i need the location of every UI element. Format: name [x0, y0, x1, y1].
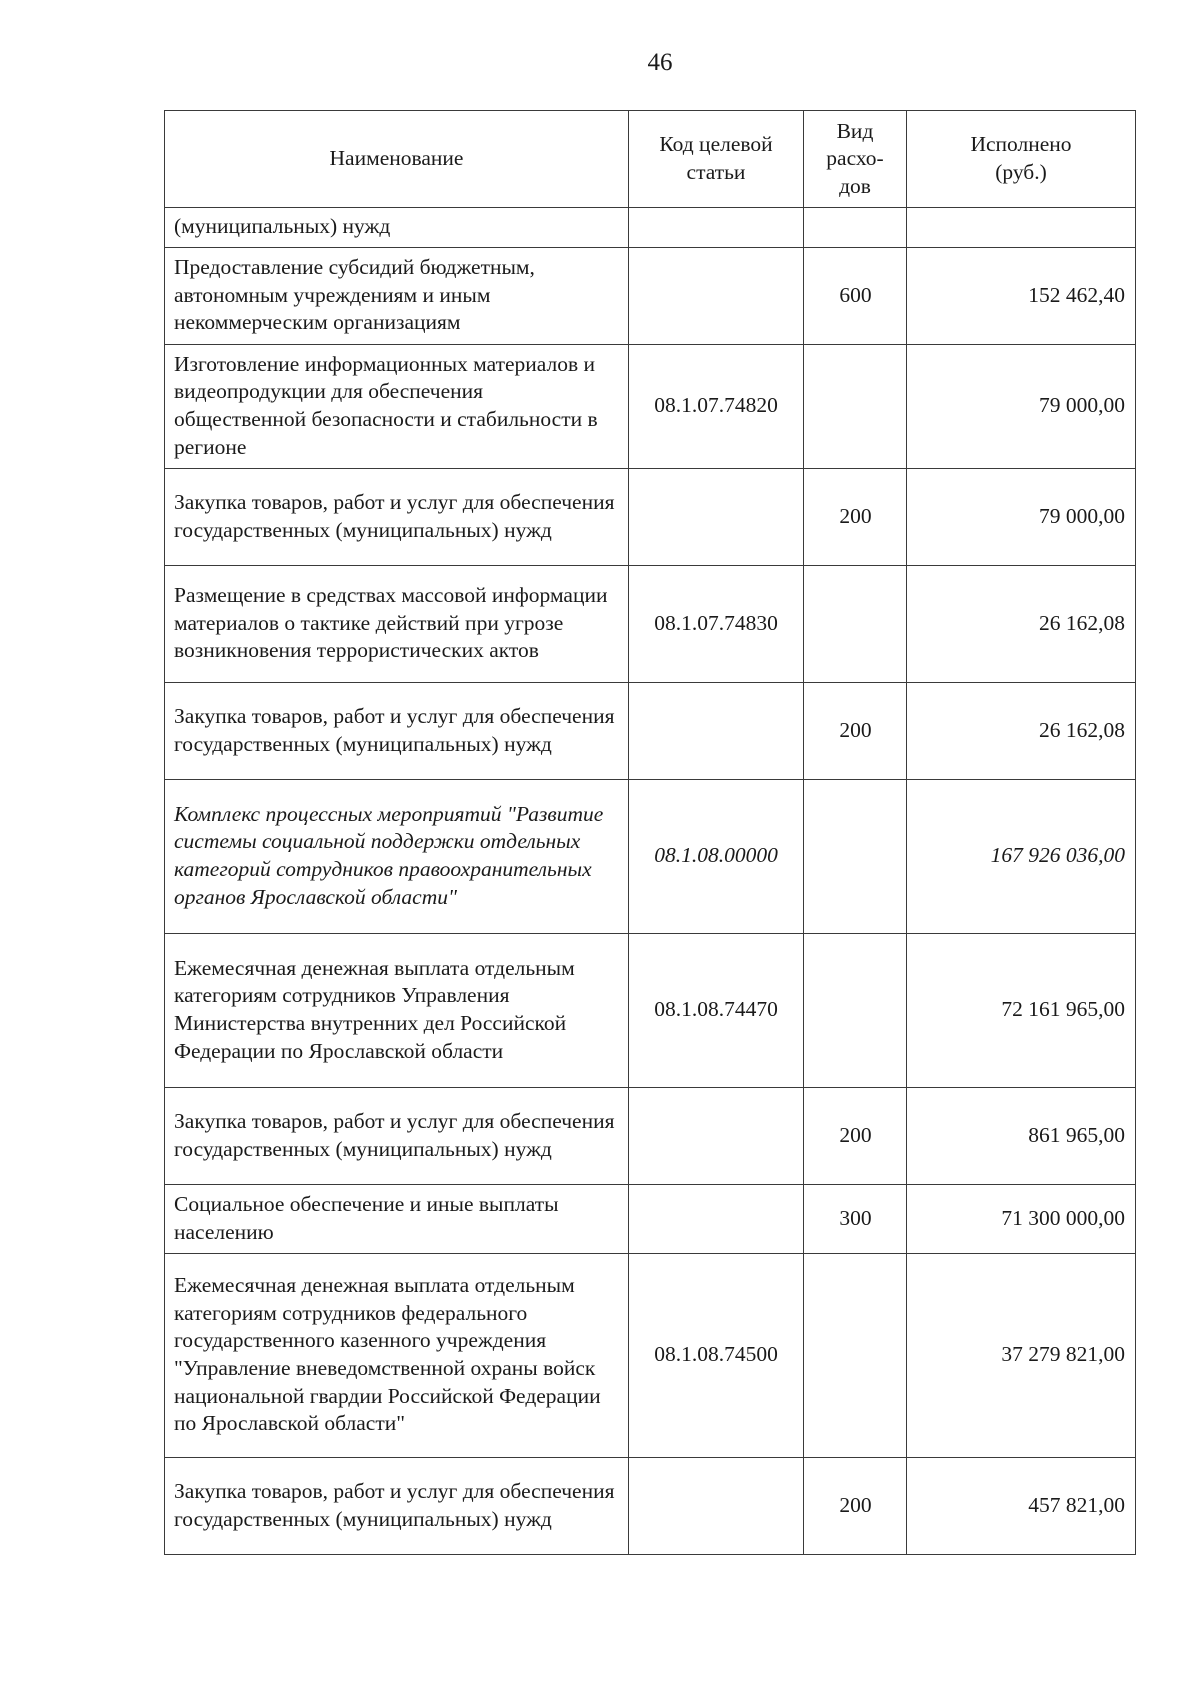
row-name: Социальное обеспечение и иные выплаты населению	[165, 1185, 629, 1254]
row-type	[804, 208, 907, 248]
row-type: 600	[804, 248, 907, 345]
row-amount: 37 279 821,00	[907, 1254, 1136, 1458]
row-name: Ежемесячная денежная выплата отдельным категориям сотрудников федерального государственного казенного учреждения "Управление вневедомственной охраны войск национальной гвардии Российской Федерации по Ярославской области"	[165, 1254, 629, 1458]
header-type: Вид расхо-дов	[804, 111, 907, 208]
row-amount: 26 162,08	[907, 566, 1136, 683]
row-code: 08.1.08.00000	[629, 780, 804, 934]
row-code	[629, 469, 804, 566]
table-row	[165, 566, 1136, 683]
row-type	[804, 780, 907, 934]
row-amount: 79 000,00	[907, 345, 1136, 469]
row-code: 08.1.08.74500	[629, 1254, 804, 1458]
table-body	[165, 208, 1136, 1555]
row-code	[629, 1185, 804, 1254]
row-amount	[907, 208, 1136, 248]
row-code: 08.1.07.74820	[629, 345, 804, 469]
table-row	[165, 934, 1136, 1088]
expenditure-table	[164, 110, 1136, 1555]
row-code	[629, 208, 804, 248]
table-row	[165, 1088, 1136, 1185]
row-name: Комплекс процессных мероприятий "Развитие системы социальной поддержки отдельных категорий сотрудников правоохранительных органов Ярославской области"	[165, 780, 629, 934]
row-amount: 457 821,00	[907, 1458, 1136, 1555]
row-type	[804, 566, 907, 683]
page-number: 46	[647, 49, 673, 76]
table-row	[165, 248, 1136, 345]
row-type	[804, 345, 907, 469]
row-code: 08.1.07.74830	[629, 566, 804, 683]
row-code	[629, 248, 804, 345]
row-name: Закупка товаров, работ и услуг для обеспечения государственных (муниципальных) нужд	[165, 469, 629, 566]
row-amount: 72 161 965,00	[907, 934, 1136, 1088]
row-type: 200	[804, 1458, 907, 1555]
row-name: Закупка товаров, работ и услуг для обеспечения государственных (муниципальных) нужд	[165, 683, 629, 780]
table-row	[165, 1458, 1136, 1555]
row-amount: 167 926 036,00	[907, 780, 1136, 934]
row-amount: 861 965,00	[907, 1088, 1136, 1185]
row-code: 08.1.08.74470	[629, 934, 804, 1088]
row-amount: 26 162,08	[907, 683, 1136, 780]
row-type	[804, 1254, 907, 1458]
table-row	[165, 1185, 1136, 1254]
row-code	[629, 1088, 804, 1185]
table-row	[165, 345, 1136, 469]
row-type: 200	[804, 469, 907, 566]
row-name: (муниципальных) нужд	[165, 208, 629, 248]
header-row	[165, 111, 1136, 208]
header-amount: Исполнено (руб.)	[907, 111, 1136, 208]
table-row	[165, 208, 1136, 248]
row-type	[804, 934, 907, 1088]
header-name: Наименование	[165, 111, 629, 208]
row-code	[629, 1458, 804, 1555]
table-row	[165, 683, 1136, 780]
row-amount: 71 300 000,00	[907, 1185, 1136, 1254]
row-amount: 79 000,00	[907, 469, 1136, 566]
table-row	[165, 1254, 1136, 1458]
table-row	[165, 469, 1136, 566]
row-type: 200	[804, 683, 907, 780]
row-code	[629, 683, 804, 780]
row-name: Закупка товаров, работ и услуг для обеспечения государственных (муниципальных) нужд	[165, 1088, 629, 1185]
row-name: Предоставление субсидий бюджетным, автономным учреждениям и иным некоммерческим организациям	[165, 248, 629, 345]
row-type: 200	[804, 1088, 907, 1185]
row-amount: 152 462,40	[907, 248, 1136, 345]
row-name: Ежемесячная денежная выплата отдельным категориям сотрудников Управления Министерства внутренних дел Российской Федерации по Ярославской области	[165, 934, 629, 1088]
row-name: Изготовление информационных материалов и видеопродукции для обеспечения общественной безопасности и стабильности в регионе	[165, 345, 629, 469]
table-header	[165, 111, 1136, 208]
row-name: Закупка товаров, работ и услуг для обеспечения государственных (муниципальных) нужд	[165, 1458, 629, 1555]
row-type: 300	[804, 1185, 907, 1254]
table-row	[165, 780, 1136, 934]
row-name: Размещение в средствах массовой информации материалов о тактике действий при угрозе возникновения террористических актов	[165, 566, 629, 683]
header-code: Код целевой статьи	[629, 111, 804, 208]
